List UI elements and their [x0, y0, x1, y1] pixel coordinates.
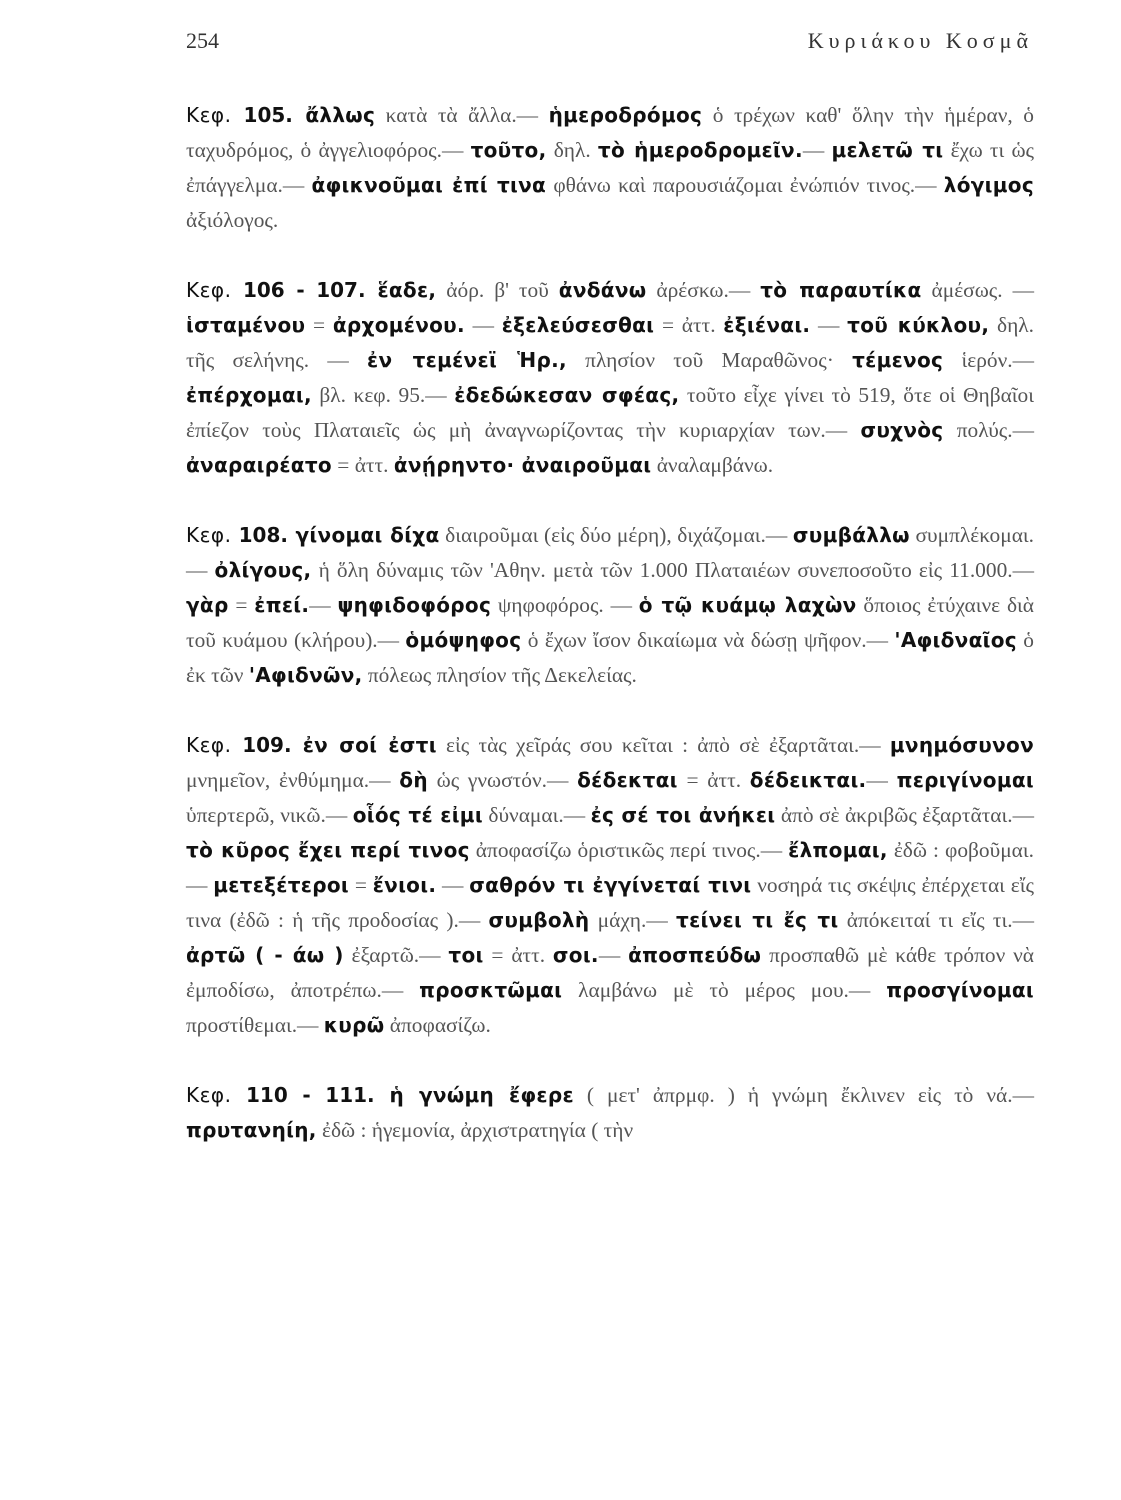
- headword: τὸ παραυτίκα: [760, 278, 922, 302]
- headword: ἀποσπεύδω: [628, 943, 762, 967]
- gloss-text: ἀπόκειταί τι εἴς τι.—: [838, 908, 1034, 932]
- headword: γὰρ: [186, 593, 229, 617]
- gloss-text: μνημεῖον, ἐνθύμημα.—: [186, 768, 400, 792]
- gloss-text: = ἀττ.: [331, 453, 394, 477]
- headword: συχνὸς: [860, 418, 944, 442]
- gloss-text: ὁ ἐκ τῶν: [186, 628, 1034, 687]
- gloss-text: ἀόρ. β' τοῦ: [436, 278, 559, 302]
- page-number: 254: [186, 28, 219, 53]
- headword: συμβάλλω: [792, 523, 910, 547]
- gloss-text: ( μετ' ἀπρμφ. ) ἡ γνώμη ἔκλινεν εἰς τὸ νά.—: [573, 1083, 1034, 1107]
- chapter-note-paragraph: [186, 273, 1034, 483]
- chapter-label: Κεφ.: [186, 103, 244, 127]
- gloss-text: λαμβάνω μὲ τὸ μέρος μου.—: [562, 978, 887, 1002]
- gloss-text: εἰς τὰς χεῖράς σου κεῖται : ἀπὸ σὲ ἐξαρτᾶται.—: [436, 733, 890, 757]
- gloss-text: ψηφοφόρος. —: [491, 593, 639, 617]
- headword: γίνομαι δίχα: [287, 523, 440, 547]
- headword: ὀλίγους,: [214, 558, 312, 582]
- running-head: Κυριάκου Κοσμᾶ: [807, 28, 1033, 53]
- commentary-body: [186, 98, 1034, 1148]
- headword: οἷός τέ εἰμι: [352, 803, 483, 827]
- gloss-text: νοσηρά τις σκέψις ἐπέρχεται εἴς τινα (ἐδῶ : ἡ τῆς προδοσίας ).—: [186, 873, 1034, 932]
- headword: 'Αφιδνῶν,: [248, 663, 363, 687]
- headword: ἀναραιρέατο: [186, 453, 332, 477]
- headword: ἔνιοι.: [372, 873, 437, 897]
- chapter-note-paragraph: [186, 728, 1034, 1043]
- gloss-text: —: [436, 873, 470, 897]
- headword: ψηφιδοφόρος: [337, 593, 492, 617]
- chapter-note-paragraph: [186, 518, 1034, 693]
- gloss-text: πόλεως πλησίον τῆς Δεκελείας.: [362, 663, 637, 687]
- gloss-text: δύναμαι.—: [482, 803, 591, 827]
- gloss-text: = ἀττ.: [483, 943, 553, 967]
- headword: ἀρχομένου.: [332, 313, 465, 337]
- headword: σοι.: [552, 943, 599, 967]
- headword: μνημόσυνον: [889, 733, 1034, 757]
- headword: μετεξέτεροι: [213, 873, 349, 897]
- headword: ἐν τεμένεϊ Ἡρ.,: [367, 348, 567, 372]
- gloss-text: =: [228, 593, 255, 617]
- gloss-text: δηλ. τῆς σελήνης. —: [186, 313, 1034, 372]
- gloss-text: ἐδῶ : ἡγεμονία, ἀρχιστρατηγία ( τὴν: [316, 1118, 634, 1142]
- chapter-note-paragraph: [186, 98, 1034, 238]
- headword: ἀφικνοῦμαι ἐπί τινα: [311, 173, 547, 197]
- headword: τέμενος: [852, 348, 944, 372]
- gloss-text: —: [598, 943, 629, 967]
- headword: λόγιμος: [943, 173, 1034, 197]
- gloss-text: ἐξαρτῶ.—: [343, 943, 449, 967]
- gloss-text: ὑπερτερῶ, νικῶ.—: [186, 803, 353, 827]
- gloss-text: —: [810, 313, 848, 337]
- gloss-text: ἀποφασίζω.: [384, 1013, 491, 1037]
- chapter-number: 108.: [238, 523, 288, 547]
- headword: ἀνῄρηντο· ἀναιροῦμαι: [393, 453, 652, 477]
- headword: σαθρόν τι ἐγγίνεταί τινι: [469, 873, 752, 897]
- gloss-text: ἀναλαμβάνω.: [651, 453, 774, 477]
- headword: ἐξιέναι.: [723, 313, 811, 337]
- chapter-label: Κεφ.: [186, 523, 239, 547]
- gloss-text: ὁ τρέχων καθ' ὅλην τὴν ἡμέραν, ὁ ταχυδρόμος, ὁ ἀγγελιοφόρος.—: [186, 103, 1034, 162]
- headword: ἕαδε,: [365, 278, 437, 302]
- gloss-text: μάχη.—: [589, 908, 677, 932]
- headword: ἐς σέ τοι ἀνήκει: [590, 803, 776, 827]
- headword: ἡμεροδρόμος: [548, 103, 703, 127]
- gloss-text: ὅποιος ἐτύχαινε διὰ τοῦ κυάμου (κλήρου).—: [186, 593, 1034, 652]
- gloss-text: ἀμέσως. —: [921, 278, 1034, 302]
- chapter-label: Κεφ.: [186, 733, 243, 757]
- gloss-text: προσπαθῶ μὲ κάθε τρόπον νὰ ἐμποδίσω, ἀποτρέπω.—: [186, 943, 1034, 1002]
- headword: κυρῶ: [323, 1013, 385, 1037]
- chapter-number: 105.: [243, 103, 293, 127]
- headword: ἐπεί.: [254, 593, 310, 617]
- headword: πρυτανηίη,: [186, 1118, 317, 1142]
- chapter-label: Κεφ.: [186, 278, 243, 302]
- gloss-text: ὡς γνωστόν.—: [427, 768, 578, 792]
- chapter-number: 106 - 107.: [242, 278, 366, 302]
- gloss-text: πολύς.—: [943, 418, 1034, 442]
- gloss-text: = ἀττ.: [677, 768, 750, 792]
- gloss-text: ἐδῶ : φοβοῦμαι.—: [186, 838, 1034, 897]
- gloss-text: —: [309, 593, 338, 617]
- headword: δέδεικται.: [749, 768, 867, 792]
- headword: συμβολὴ: [488, 908, 590, 932]
- chapter-note-paragraph: [186, 1078, 1034, 1148]
- headword: ἐπέρχομαι,: [186, 383, 312, 407]
- headword: ἀνδάνω: [558, 278, 647, 302]
- headword: προσκτῶμαι: [419, 978, 563, 1002]
- gloss-text: =: [305, 313, 333, 337]
- headword: ἐδεδώκεσαν σφέας,: [454, 383, 680, 407]
- headword: 'Αφιδναῖος: [894, 628, 1017, 652]
- headword: περιγίνομαι: [896, 768, 1034, 792]
- headword: ὁ τῷ κυάμῳ λαχὼν: [638, 593, 857, 617]
- headword: τὸ κῦρος ἔχει περί τινος: [186, 838, 470, 862]
- headword: ἐξελεύσεσθαι: [501, 313, 655, 337]
- gloss-text: δηλ.: [546, 138, 598, 162]
- gloss-text: προστίθεμαι.—: [186, 1013, 324, 1037]
- gloss-text: =: [348, 873, 373, 897]
- gloss-text: πλησίον τοῦ Μαραθῶνος·: [566, 348, 853, 372]
- gloss-text: —: [866, 768, 897, 792]
- gloss-text: διαιροῦμαι (εἰς δύο μέρη), διχάζομαι.—: [439, 523, 793, 547]
- gloss-text: = ἀττ.: [654, 313, 724, 337]
- headword: ἱσταμένου: [186, 313, 306, 337]
- gloss-text: ἀποφασίζω ὁριστικῶς περί τινος.—: [469, 838, 789, 862]
- gloss-text: φθάνω καὶ παρουσιάζομαι ἐνώπιόν τινος.—: [546, 173, 944, 197]
- gloss-text: ἀρέσκω.—: [646, 278, 761, 302]
- headword: ἀρτῶ ( - άω ): [186, 943, 344, 967]
- gloss-text: ὁ ἔχων ἴσον δικαίωμα νὰ δώσῃ ψῆφον.—: [521, 628, 895, 652]
- headword: μελετῶ τι: [831, 138, 944, 162]
- headword: ἡ γνώμη ἔφερε: [374, 1083, 574, 1107]
- gloss-text: ἀξιόλογος.: [186, 208, 279, 232]
- headword: ἔλπομαι,: [788, 838, 888, 862]
- headword: τείνει τι ἔς τι: [676, 908, 839, 932]
- gloss-text: ἔχω τι ὡς ἐπάγγελμα.—: [186, 138, 1034, 197]
- chapter-label: Κεφ.: [186, 1083, 246, 1107]
- headword: προσγίνομαι: [886, 978, 1034, 1002]
- headword: τὸ ἡμεροδρομεῖν.: [597, 138, 803, 162]
- gloss-text: —: [464, 313, 502, 337]
- headword: τοι: [448, 943, 484, 967]
- headword: ὁμόψηφος: [405, 628, 522, 652]
- gloss-text: βλ. κεφ. 95.—: [311, 383, 455, 407]
- gloss-text: συμπλέκομαι.—: [186, 523, 1035, 582]
- headword: τοῦτο,: [470, 138, 547, 162]
- gloss-text: ἱερόν.—: [943, 348, 1034, 372]
- headword: τοῦ κύκλου,: [847, 313, 990, 337]
- chapter-number: 109.: [242, 733, 292, 757]
- gloss-text: ἀπὸ σὲ ἀκριβῶς ἐξαρτᾶται.—: [775, 803, 1034, 827]
- gloss-text: —: [802, 138, 832, 162]
- headword: δὴ: [399, 768, 428, 792]
- headword: ἐν σοί ἐστι: [291, 733, 437, 757]
- page-header: [186, 28, 1033, 54]
- gloss-text: ἡ ὅλη δύναμις τῶν 'Αθην. μετὰ τῶν 1.000 Πλαταιέων συνεποσοῦτο εἰς 11.000.—: [311, 558, 1034, 582]
- headword: δέδεκται: [577, 768, 678, 792]
- gloss-text: τοῦτο εἶχε γίνει τὸ 519, ὅτε οἱ Θηβαῖοι ἐπίεζον τοὺς Πλαταιεῖς ὡς μὴ ἀναγνωρίζοντας τὴν κυριαρχίαν των.—: [186, 383, 1034, 442]
- headword: ἄλλως: [292, 103, 376, 127]
- gloss-text: κατὰ τὰ ἄλλα.—: [375, 103, 549, 127]
- chapter-number: 110 - 111.: [246, 1083, 375, 1107]
